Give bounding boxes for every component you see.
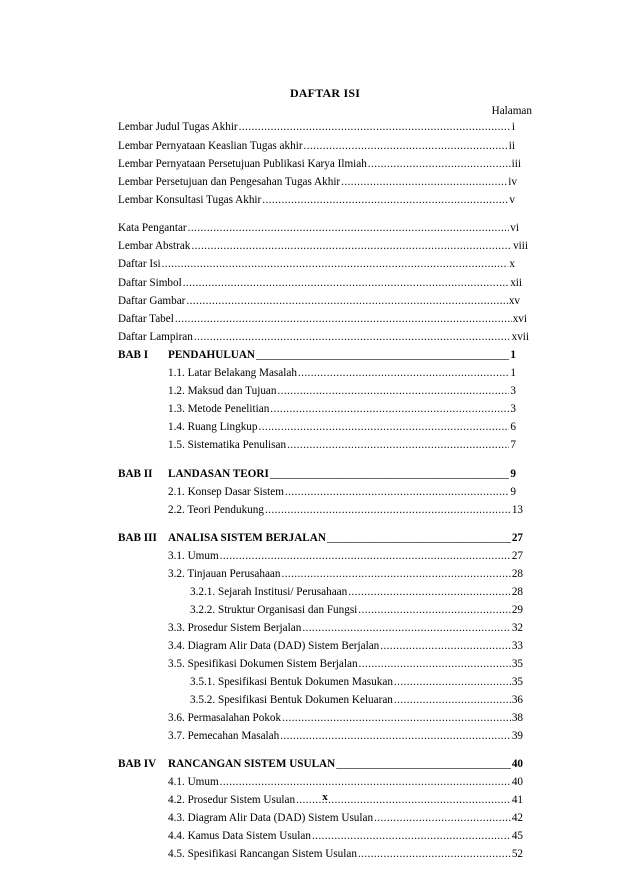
toc-entry-text: 3.1. Umum: [168, 550, 219, 562]
toc-entry: [118, 222, 519, 238]
toc-entry-text: 3.2.1. Sejarah Institusi/ Perusahaan: [190, 586, 348, 598]
toc-entry-text: 3.7. Pemecahan Masalah: [168, 730, 280, 742]
chapter-page: 1: [510, 349, 516, 361]
toc-entry-text: Lembar Konsultasi Tugas Akhir: [118, 194, 262, 206]
toc-entry-page: 36: [511, 694, 523, 706]
toc-entry-page: 3: [510, 403, 516, 415]
toc-entry-page: 39: [511, 730, 523, 742]
toc-entry: [168, 848, 523, 864]
toc-entry-text: Lembar Abstrak: [118, 240, 191, 252]
toc-entry-text: 3.4. Diagram Alir Data (DAD) Sistem Berjalan: [168, 640, 380, 652]
toc-entry-page: 13: [511, 504, 523, 516]
toc-entry: [118, 121, 515, 137]
toc-entry-text: Lembar Judul Tugas Akhir: [118, 121, 238, 133]
toc-entry-page: i: [511, 121, 515, 133]
toc-entry: [118, 331, 529, 347]
toc-entry-page: 7: [510, 439, 516, 451]
chapter-heading: [168, 349, 516, 365]
toc-entry: [168, 658, 523, 674]
toc-entry-page: 35: [511, 676, 523, 688]
chapter-title: ANALISA SISTEM BERJALAN: [168, 532, 326, 544]
toc-entry-text: 3.5. Spesifikasi Dokumen Sistem Berjalan: [168, 658, 358, 670]
chapter-label: BAB I: [118, 349, 149, 361]
toc-entry-text: Daftar Isi: [118, 258, 161, 270]
toc-entry: [190, 694, 523, 710]
toc-entry: [168, 830, 523, 846]
toc-entry: [168, 385, 516, 401]
toc-entry: [168, 504, 523, 520]
toc-entry-text: 4.4. Kamus Data Sistem Usulan: [168, 830, 311, 842]
toc-entry-page: 38: [511, 712, 523, 724]
toc-entry: [118, 194, 515, 210]
toc-entry-text: 4.3. Diagram Alir Data (DAD) Sistem Usulan: [168, 812, 374, 824]
toc-entry-page: v: [509, 194, 515, 206]
toc-entry-page: iv: [508, 176, 517, 188]
toc-entry: [190, 676, 523, 692]
toc-entry-page: ii: [508, 140, 515, 152]
toc-entry: [118, 295, 520, 311]
chapter-page: 27: [511, 532, 523, 544]
toc-entry-page: 9: [510, 486, 516, 498]
toc-entry-page: 40: [511, 776, 523, 788]
chapter-heading: [168, 468, 516, 484]
toc-entry-page: viii: [513, 240, 528, 252]
toc-entry-text: 3.5.2. Spesifikasi Bentuk Dokumen Keluaran: [190, 694, 393, 706]
toc-entry-text: 2.1. Konsep Dasar Sistem: [168, 486, 284, 498]
halaman-header: Halaman: [491, 105, 532, 117]
toc-entry-page: 45: [511, 830, 523, 842]
toc-entry-text: Kata Pengantar: [118, 222, 187, 234]
chapter-label: BAB III: [118, 532, 157, 544]
chapter-title: LANDASAN TEORI: [168, 468, 269, 480]
toc-entry-text: 4.1. Umum: [168, 776, 219, 788]
toc-entry-text: 1.3. Metode Penelitian: [168, 403, 270, 415]
toc-entry-page: xvi: [512, 313, 527, 325]
page-number: x: [322, 791, 328, 803]
toc-entry-text: Daftar Tabel: [118, 313, 174, 325]
toc-entry-page: 6: [510, 421, 516, 433]
chapter-page: 9: [510, 468, 516, 480]
toc-entry-page: xvii: [511, 331, 529, 343]
toc-entry: [118, 158, 521, 174]
toc-entry: [118, 277, 522, 293]
toc-entry: [168, 776, 523, 792]
toc-entry-page: 52: [511, 848, 523, 860]
chapter-title: RANCANGAN SISTEM USULAN: [168, 758, 336, 770]
toc-entry: [190, 586, 523, 602]
toc-entry-page: 33: [511, 640, 523, 652]
toc-entry-page: vi: [510, 222, 519, 234]
toc-entry-text: Daftar Gambar: [118, 295, 186, 307]
toc-entry: [168, 421, 516, 437]
toc-entry: [168, 403, 516, 419]
toc-entry-page: 28: [511, 586, 523, 598]
toc-entry-text: Lembar Pernyataan Keaslian Tugas akhir: [118, 140, 303, 152]
toc-entry: [168, 439, 516, 455]
toc-entry: [118, 176, 517, 192]
toc-entry-text: 4.5. Spesifikasi Rancangan Sistem Usulan: [168, 848, 357, 860]
toc-entry-text: Daftar Lampiran: [118, 331, 193, 343]
toc-entry-text: 3.2.2. Struktur Organisasi dan Fungsi: [190, 604, 358, 616]
toc-entry-page: 1: [510, 367, 516, 379]
toc-entry: [118, 313, 527, 329]
chapter-title: PENDAHULUAN: [168, 349, 256, 361]
toc-entry-text: 3.3. Prosedur Sistem Berjalan: [168, 622, 302, 634]
toc-entry-text: 1.4. Ruang Lingkup: [168, 421, 258, 433]
toc-entry-text: 1.1. Latar Belakang Masalah: [168, 367, 297, 379]
toc-entry-page: 41: [511, 794, 523, 806]
toc-entry-text: 1.5. Sistematika Penulisan: [168, 439, 287, 451]
toc-entry-text: 1.2. Maksud dan Tujuan: [168, 385, 277, 397]
toc-entry: [168, 550, 523, 566]
toc-entry-page: iii: [511, 158, 521, 170]
toc-entry-text: 2.2. Teori Pendukung: [168, 504, 264, 516]
toc-entry: [168, 730, 523, 746]
toc-entry-page: 42: [511, 812, 523, 824]
chapter-label: BAB II: [118, 468, 153, 480]
toc-entry-page: 27: [511, 550, 523, 562]
toc-entry-page: 28: [511, 568, 523, 580]
toc-entry: [190, 604, 523, 620]
toc-entry-text: Lembar Persetujuan dan Pengesahan Tugas Akhir: [118, 176, 341, 188]
toc-entry: [168, 640, 523, 656]
toc-entry: [168, 568, 523, 584]
toc-entry-text: Daftar Simbol: [118, 277, 182, 289]
toc-entry-text: 3.5.1. Spesifikasi Bentuk Dokumen Masukan: [190, 676, 393, 688]
toc-entry-page: xii: [510, 277, 522, 289]
toc-entry-page: 29: [511, 604, 523, 616]
toc-entry: [118, 258, 515, 274]
toc-entry: [118, 140, 515, 156]
toc-entry-text: 4.2. Prosedur Sistem Usulan: [168, 794, 296, 806]
toc-entry-text: Lembar Pernyataan Persetujuan Publikasi Karya Ilmiah: [118, 158, 367, 170]
toc-entry-page: xv: [508, 295, 520, 307]
chapter-heading: [168, 758, 523, 774]
toc-entry: [118, 240, 528, 256]
toc-entry-page: 35: [511, 658, 523, 670]
chapter-label: BAB IV: [118, 758, 157, 770]
toc-entry: [168, 812, 523, 828]
toc-entry-page: x: [509, 258, 515, 270]
toc-entry: [168, 367, 516, 383]
toc-entry: [168, 622, 523, 638]
toc-entry-page: 3: [510, 385, 516, 397]
toc-entry-page: 32: [511, 622, 523, 634]
toc-entry: [168, 712, 523, 728]
chapter-page: 40: [511, 758, 523, 770]
toc-entry-text: 3.6. Permasalahan Pokok: [168, 712, 282, 724]
toc-entry-text: 3.2. Tinjauan Perusahaan: [168, 568, 281, 580]
toc-entry: [168, 486, 516, 502]
page-title: DAFTAR ISI: [289, 86, 361, 100]
chapter-heading: [168, 532, 523, 548]
